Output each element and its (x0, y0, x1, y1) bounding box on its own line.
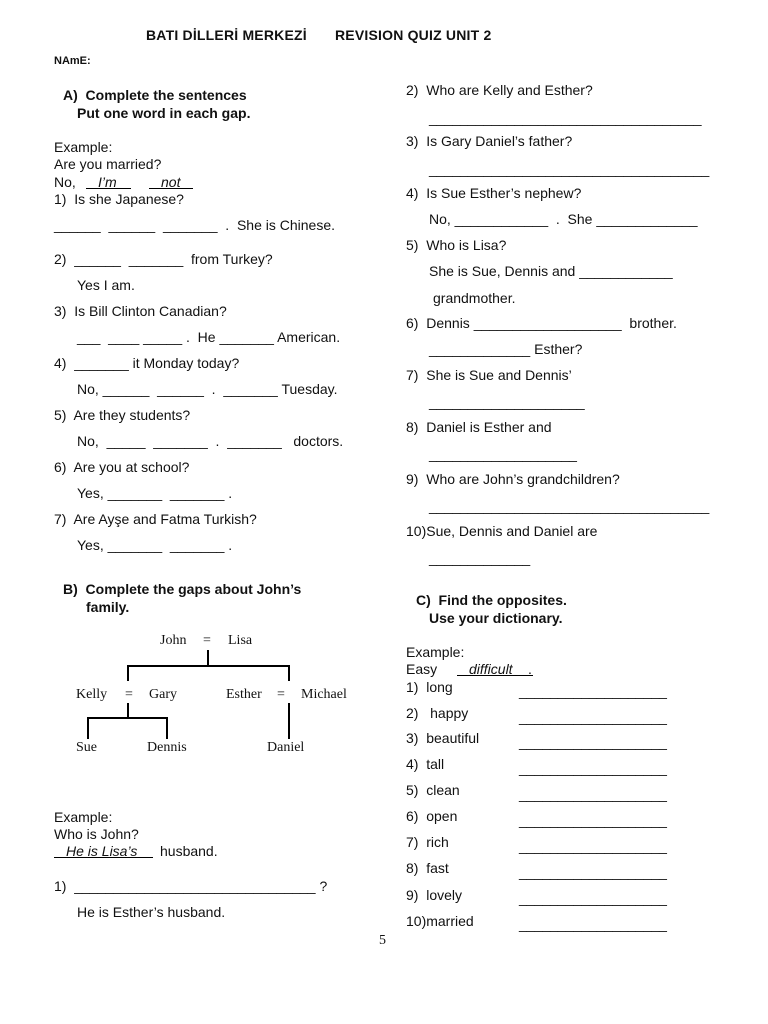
a-q1-answer: ______ ______ _______ . She is Chinese. (54, 217, 335, 233)
tree-john: John (160, 633, 187, 648)
tree-eq-kelly-gary: = (125, 687, 133, 702)
c-item-7: 7) rich (406, 834, 449, 850)
c-item-9: 9) lovely (406, 887, 463, 903)
a-q3: 3) Is Bill Clinton Canadian? (54, 303, 227, 319)
c-item-3: 3) beautiful (406, 730, 480, 746)
a-q6: 6) Are you at school? (54, 459, 190, 475)
b-example-label: Example: (54, 809, 113, 825)
c-item-4-blank: ___________________ (519, 760, 667, 776)
r-q4: 4) Is Sue Esther’s nephew? (406, 185, 582, 201)
c-example-answer: difficult (469, 661, 513, 677)
r-q7-blank: ____________________ (429, 394, 585, 410)
c-item-10-blank: ___________________ (519, 916, 667, 932)
example-answer-prefix: No, (54, 174, 76, 190)
tree-eq-esther-michael: = (277, 687, 285, 702)
tree-eq-john-lisa: = (203, 633, 211, 648)
tree-kelly: Kelly (76, 687, 108, 702)
c-item-5: 5) clean (406, 782, 460, 798)
a-q5: 5) Are they students? (54, 407, 191, 423)
c-example-label: Example: (406, 644, 465, 660)
r-q9-blank: ____________________________________ (429, 498, 710, 514)
example-answer-word-1: I’m (98, 174, 117, 190)
tree-line (127, 703, 129, 718)
section-c-heading: C) Find the opposites. (416, 592, 567, 608)
example-blank-1 (86, 174, 131, 189)
a-q1: 1) Is she Japanese? (54, 191, 184, 207)
tree-michael: Michael (301, 687, 347, 702)
r-q8-blank: ___________________ (429, 446, 577, 462)
tree-dennis: Dennis (147, 740, 187, 755)
example-blank-2 (149, 174, 193, 189)
c-item-5-blank: ___________________ (519, 786, 667, 802)
section-b-heading: B) Complete the gaps about John’s (63, 581, 302, 597)
c-example-period: . (528, 661, 532, 677)
c-item-1: 1) long (406, 679, 453, 695)
tree-lisa: Lisa (228, 633, 253, 648)
c-item-3-blank: ___________________ (519, 734, 667, 750)
a-q4-answer: No, ______ ______ . _______ Tuesday. (77, 381, 338, 397)
r-q7: 7) She is Sue and Dennis’ (406, 367, 572, 383)
a-q6-answer: Yes, _______ _______ . (77, 485, 233, 501)
a-q2-answer: Yes I am. (77, 277, 135, 293)
section-c-subheading: Use your dictionary. (429, 610, 563, 626)
tree-line (87, 717, 89, 739)
tree-line (207, 650, 209, 666)
r-q3-blank: ____________________________________ (429, 161, 710, 177)
c-example-blank (457, 661, 533, 676)
c-item-1-blank: ___________________ (519, 683, 667, 699)
r-q5-answer-cont: grandmother. (433, 290, 516, 306)
header-title-left: BATI DİLLERİ MERKEZİ (146, 27, 307, 43)
example-question: Are you married? (54, 156, 162, 172)
section-b-subheading: family. (86, 599, 130, 615)
a-q3-answer: ___ ____ _____ . He _______ American. (77, 329, 341, 345)
c-item-8-blank: ___________________ (519, 864, 667, 880)
name-label: NAmE: (54, 55, 91, 67)
a-q7-answer: Yes, _______ _______ . (77, 537, 233, 553)
header-title-right: REVISION QUIZ UNIT 2 (335, 27, 492, 43)
c-item-7-blank: ___________________ (519, 838, 667, 854)
r-q3: 3) Is Gary Daniel’s father? (406, 133, 573, 149)
b-example-answer: He is Lisa’s (66, 843, 138, 859)
tree-esther: Esther (226, 687, 262, 702)
b-q1: 1) _______________________________ ? (54, 878, 328, 894)
tree-line (288, 703, 290, 739)
tree-line (127, 665, 290, 667)
tree-sue: Sue (76, 740, 97, 755)
c-example-word: Easy (406, 661, 438, 677)
r-q9: 9) Who are John’s grandchildren? (406, 471, 620, 487)
section-a-heading: A) Complete the sentences (63, 87, 247, 103)
a-q5-answer: No, _____ _______ . _______ doctors. (77, 433, 344, 449)
r-q2: 2) Who are Kelly and Esther? (406, 82, 593, 98)
a-q7: 7) Are Ayşe and Fatma Turkish? (54, 511, 257, 527)
example-label: Example: (54, 139, 113, 155)
tree-daniel: Daniel (267, 740, 305, 755)
c-item-8: 8) fast (406, 860, 449, 876)
tree-line (288, 665, 290, 681)
tree-gary: Gary (149, 687, 177, 702)
r-q4-answer: No, ____________ . She _____________ (429, 211, 698, 227)
c-item-6: 6) open (406, 808, 458, 824)
page-number: 5 (379, 933, 386, 948)
b-example-suffix: husband. (160, 843, 218, 859)
b-example-question: Who is John? (54, 826, 139, 842)
r-q5-answer: She is Sue, Dennis and ____________ (429, 263, 673, 279)
r-q8: 8) Daniel is Esther and (406, 419, 552, 435)
b-q1-answer: He is Esther’s husband. (77, 904, 226, 920)
r-q10-blank: _____________ (429, 550, 531, 566)
c-item-2: 2) happy (406, 705, 469, 721)
c-item-2-blank: ___________________ (519, 709, 667, 725)
r-q5: 5) Who is Lisa? (406, 237, 507, 253)
a-q4: 4) _______ it Monday today? (54, 355, 240, 371)
tree-line (87, 717, 167, 719)
r-q2-blank: ___________________________________ (429, 110, 702, 126)
c-item-6-blank: ___________________ (519, 812, 667, 828)
a-q2: 2) ______ _______ from Turkey? (54, 251, 273, 267)
example-answer-word-2: not (161, 174, 181, 190)
r-q6-cont: _____________ Esther? (429, 341, 583, 357)
tree-line (127, 665, 129, 681)
c-item-4: 4) tall (406, 756, 445, 772)
r-q10: 10)Sue, Dennis and Daniel are (406, 523, 598, 539)
c-item-10: 10)married (406, 913, 474, 929)
section-a-subheading: Put one word in each gap. (77, 105, 251, 121)
r-q6: 6) Dennis ___________________ brother. (406, 315, 677, 331)
b-example-blank (54, 843, 153, 858)
c-item-9-blank: ___________________ (519, 890, 667, 906)
tree-line (166, 717, 168, 739)
